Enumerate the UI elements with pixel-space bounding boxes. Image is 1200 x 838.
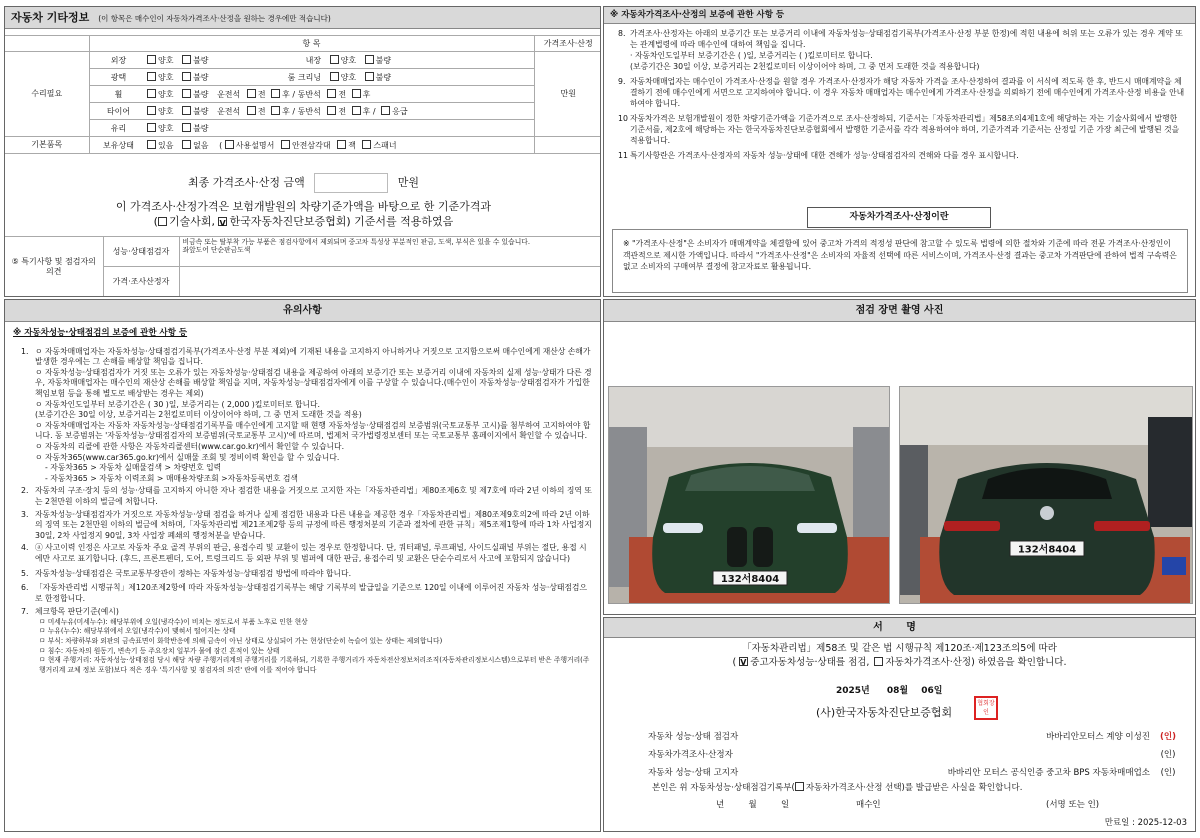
price-surveyor-label: 가격·조사산정자 [103, 267, 179, 297]
vehicle-other-info-panel [4, 6, 601, 297]
repair-table [5, 35, 601, 154]
checkbox-interior-good[interactable] [330, 55, 339, 64]
checkbox-exterior-good[interactable] [147, 55, 156, 64]
checkbox-basis-technical[interactable] [158, 217, 167, 226]
special-notes-table [5, 236, 601, 297]
col-item-header: 항 목 [89, 36, 534, 52]
front-car-illustration [609, 387, 890, 604]
buyer-receipt: 본인은 위 자동차성능·상태점검기록부( 자동차가격조사·산정 선택)를 발급받은 사실을 확인합니다. [652, 783, 1023, 793]
price-basis-text: 이 가격조사·산정가격은 보험개발원의 차량기준가액을 바탕으로 한 기준가격과 ( 기술사회, V한국자동차진단보증협회) 기준서를 적용하였음 [5, 199, 601, 229]
row-basic-items: 보유상태 있음 없음 ( 사용설명서 안전삼각대 잭 스패너 [89, 137, 534, 154]
row-glass: 유리 양호 불량 [89, 120, 534, 137]
checkbox-wheel-pass-front[interactable] [327, 89, 336, 98]
price-definition-title: 자동차가격조사·산정이란 [807, 207, 991, 228]
basic-items-label: 기본품목 [5, 137, 89, 154]
final-price-row [5, 173, 601, 193]
row-exterior: 외장 양호 불량 내장 양호 불량 [89, 52, 534, 69]
checkbox-triangle[interactable] [281, 140, 290, 149]
checkbox-clean-good[interactable] [330, 72, 339, 81]
checkbox-manual[interactable] [225, 140, 234, 149]
checkbox-used-car-inspection[interactable] [739, 657, 748, 666]
checkbox-wheel-good[interactable] [147, 89, 156, 98]
notes-header: 유의사항 [5, 300, 600, 322]
checkbox-receipt-price[interactable] [795, 782, 804, 791]
checkbox-wheel-pass-rear[interactable] [352, 89, 361, 98]
checkbox-wheel-driver-front[interactable] [247, 89, 256, 98]
expiry-date: 만료일 : 2025-12-03 [1104, 818, 1187, 829]
row-tire: 타이어 양호 불량 운전석 전 후 / 동반석 전 후 / 응급 [89, 103, 534, 120]
checkbox-glass-bad[interactable] [182, 123, 191, 132]
performance-notes: 비금속 또는 탈부착 가능 부품은 점검사항에서 제외되며 중고차 특성상 부분적인 판금, 도색, 부식은 있을 수 있습니다. [182, 238, 530, 246]
section-subtitle: (이 항목은 매수인이 자동차가격조사·산정을 원하는 경우에만 적습니다) [98, 14, 331, 23]
section-title: 자동차 기타정보 [11, 11, 90, 24]
col-price-header: 가격조사·산정 [534, 36, 601, 52]
checkbox-gloss-good[interactable] [147, 72, 156, 81]
signature-statement: 「자동차관리법」제58조 및 같은 법 시행규칙 제120조·제123조의5에 따라 ( V중고자동차성능·상태를 점검, 자동차가격조사·산정) 하였음을 확인합니다. [604, 642, 1195, 670]
checkbox-exterior-bad[interactable] [182, 55, 191, 64]
signer-row-inspector: 자동차 성능·상태 점검자 바바리안모터스 계양 이성진 (인) [648, 732, 1176, 742]
final-price-input[interactable] [314, 173, 388, 193]
checkbox-tire-pass-front[interactable] [327, 106, 336, 115]
performance-inspector-label: 성능·상태점검자 [103, 237, 179, 267]
checkbox-price-survey[interactable] [874, 657, 883, 666]
checkbox-tire-driver-rear[interactable] [271, 106, 280, 115]
checkbox-wheel-driver-rear[interactable] [271, 89, 280, 98]
checkbox-jack[interactable] [337, 140, 346, 149]
checkbox-tire-driver-front[interactable] [247, 106, 256, 115]
front-view-photo [608, 386, 890, 604]
notes-body: 1. ㅇ 자동차매매업자는 자동차성능·상태점검기록부(가격조사·산정 부분 제외)에 기재된 내용을 고지하지 아니하거나 거짓으로 고지함으로써 매수인에게 재산상 손해가 발생한 경우에는 그 손해를 배상할 책임을 집니다. ㅇ 자동차성능·상태점검자가 거짓 또는 오류가 있는 자동차성능·상태점검 내용을 제공하여 아래의 보증기간 또는 보증거리 이내에 자동차의 실제 성능·상태가 다른 경우, 자동차매매업자는 매수인의 재산상 손해를 배상할 책임을 지며, 자동차성능·상태점검자에게 이를 구상할 수 있습니다.(매수인이 자동차성능·상태점검자가 가입한 책임보험 등을 통해 별도로 배상받는 경우는 제외) ㅇ 자동차인도일부터 보증기간은 ( 30 )일, 보증거리는 ( 2,000 )킬로미터로 합니다. (보증기간은 30일 이상, 보증거리는 2천킬로미터 이상이어야 하며, 그 중 먼저 도래한 것을 적용) ㅇ 자동차매매업자는 자동차 자동차성능·상태점검기록부를 매수인에게 고지할 때 현행 자동차성능·상태점검의 보증범위(국토교통부 고시)를 첨부하여 고지하여야 합니다. 동 보증범위는 '자동차성능·상태점검자의 보증범위(국토교통부 고시)'에 따르며, 법제처 국가법령정보센터 또는 국토교통부 홈페이지에서 확인할 수 있습니다. ㅇ 자동차의 리콜에 관한 사항은 자동차리콜센터(www.car.go.kr)에서 확인할 수 있습니다. ㅇ 자동차365(www.car365.go.kr)에서 실매물 조회 및 정비이력 확인을 할 수 있습니다. - 자동차365 > 자동차 실매물검색 > 차량번호 입력 - 자동차365 > 자동차 이력조회 > 매매용차량조회 >자동차등록번호 검색 2. 자동차의 구조·장치 등의 성능·상태를 고지하지 아니한 자나 점검한 내용을 거짓으로 고지한 자는「자동차관리법」제80조제6호 및 제7호에 따라 2년 이하의 징역 또는 2천만원 이하의 벌금에 처합니다. 3. 자동차성능·상태점검자가 거짓으로 자동차성능·상태 점검을 하거나 실제 점검한 내용과 다른 내용을 제공한 경우「자동차관리법」제80조제9호의2에 따라 2년 이하의 징역 또는 2천만원 이하의 벌금에 처하며,「자동차관리법 제21조제2항 등의 규정에 따른 행정처분의 기준과 절차에 관한 규칙」제5조제1항에 따라 1차 사업정지 30일, 2차 사업정지 90일, 3차 사업장 폐쇄의 행정처분을 받습니다. 4. ⓐ 사고이력 인정은 사고로 자동차 주요 골격 부위의 판금, 용접수리 및 교환이 있는 경우로 한정합니다. 단, 쿼터패널, 루프패널, 사이드실패널 부위는 절단, 용접 시에만 사고로 표기합니다. (후드, 프론트펜더, 도어, 트렁크리드 등 외판 부위 및 범퍼에 대한 판금, 용접수리 및 교환은 단순수리로서 사고에 포함되지 않습니다) 5. 자동차성능·상태점검은 국토교통부장관이 정하는 자동차성능·상태점검 방법에 따라야 합니다. 6. 「자동차관리법 시행규칙」제120조제2항에 따라 자동차성능·상태점검기록부는 해당 기록부의 발급일을 기준으로 120일 이내에 이루어진 자동차 성능·상태점검으로 한정합니다. 7. 체크항목 판단기준(예시) ㅁ 미세누유(미세누수): 해당부위에 오일(냉각수)이 비치는 정도로서 부품 노후로 인한 현상 ㅁ 누유(누수): 해당부위에서 오일(냉각수)이 맺혀서 떨어지는 상태 ㅁ 부식: 차량하부와 외판의 금속표면이 화학반응에 의해 금속이 아닌 상태로 상실되어 가는 현상(단순히 녹슬어 있는 상태는 제외합니다) ㅁ 침수: 자동차의 원동기, 변속기 등 주요장치 일부가 물에 잠긴 흔적이 있는 상태 ㅁ 현재 주행거리: 자동차성능·상태점검 당시 해당 차량 주행거리계의 주행거리를 기록하되, 기록한 주행거리가 자동차전산정보처리조직(자동차관리정보시스템)으로부터 받은 주행거리(주행거리계 교체 정보 포함)보다 적은 경우 '특기사항 및 점검자의 의견' 란에 이를 적어야 합니다 [21, 346, 592, 674]
checkbox-owned-yes[interactable] [147, 140, 156, 149]
vehicle-other-info-header [5, 7, 600, 29]
checkbox-glass-good[interactable] [147, 123, 156, 132]
row-wheel: 휠 양호 불량 운전석 전 후 / 동반석 전 후 [89, 86, 534, 103]
signer-row-notifier: 자동차 성능·상태 고지자 바바리안 모터스 공식인증 중고차 BPS 자동차매매업소 (인) [648, 768, 1176, 778]
price-guarantee-body: 8. 가격조사·산정자는 아래의 보증기간 또는 보증거리 이내에 자동차성능·상태점검기록부(가격조사·산정 부분 한정)에 적힌 내용에 허위 또는 오류가 있는 경우 계약 또는 관계법령에 따라 매수인에 대하여 책임을 집니다. · 자동차인도일부터 보증기간은 ( )일, 보증거리는 ( )킬로미터로 합니다. (보증기간은 30일 이상, 보증거리는 2천킬로미터 이상이어야 하며, 그 중 먼저 도래한 것을 적용합니다) 9. 자동차매매업자는 매수인이 가격조사·산정을 원할 경우 가격조사·산정자가 해당 자동차 가격을 조사·산정하여 결과를 이 서식에 적도록 한 후, 반드시 매매계약을 체결하기 전에 매수인에게 서면으로 고지하여야 합니다. 이 경우 자동차 매매업자는 매수인에게 가격조사·산정을 의뢰하기 전에 매수인에게 가격조사·산정 비용을 안내하여야 합니다. 10 자동차가격은 보험개발원이 정한 차량기준가액을 기준가격으로 조사·산정하되, 기준서는「자동차관리법」제58조의4제1호에 해당하는 자는 기술사회에서 발행한 기준서를, 제2호에 해당하는 자는 한국자동차진단보증협회에서 발행한 기준서를 각각 적용하여야 하며, 기준가격과 기준서는 산정일 기준 가장 최근에 발행된 것을 적용합니다. 11 특기사항란은 가격조사·산정자의 자동차 성능·상태에 대한 견해가 성능·상태점검자의 견해와 다를 경우 표시합니다. [618, 29, 1185, 160]
checkbox-basis-kaida[interactable] [218, 217, 227, 226]
checkbox-clean-bad[interactable] [365, 72, 374, 81]
checkbox-tire-good[interactable] [147, 106, 156, 115]
buyer-row: 년 월 일 매수인 (서명 또는 인) [716, 800, 1100, 810]
checkbox-gloss-bad[interactable] [182, 72, 191, 81]
buyer-signature-field[interactable]: (서명 또는 인) [1046, 800, 1100, 810]
photos-panel [603, 299, 1196, 615]
signature-panel [603, 617, 1196, 832]
notes-subheader: ※ 자동차성능·상태점검의 보증에 관한 사항 등 [13, 328, 188, 338]
organization-seal: 협회장인 [974, 696, 998, 720]
signer-row-price-surveyor: 자동차가격조사·산정자 (인) [648, 750, 1176, 760]
checkbox-tire-emergency[interactable] [381, 106, 390, 115]
checkbox-wheel-bad[interactable] [182, 89, 191, 98]
performance-repair-note: 좌앞도어 단순판금도색 [182, 246, 251, 255]
issue-date: 2025년 08월 06일 [836, 686, 943, 696]
photos-header: 점검 장면 촬영 사진 [604, 300, 1195, 322]
row-gloss: 광택 양호 불량 룸 크리닝 양호 불량 [89, 69, 534, 86]
price-definition-box: ※ "가격조사·산정"은 소비자가 매매계약을 체결함에 있어 중고차 가격의 적정성 판단에 참고할 수 있도록 법령에 의한 절차와 기준에 따라 전문 가격조사·산정인이 객관적으로 제시한 가액입니다. 따라서 "가격조사·산정"은 소비자의 자율적 선택에 따른 서비스이며, 가격조사·산정 결과는 중고차 가격판단에 관하여 법적 구속력은 없고 소비자의 구매여부 결정에 참고자료로 활용됩니다. [612, 229, 1188, 293]
checkbox-tire-bad[interactable] [182, 106, 191, 115]
front-plate-text: 132서8404 [720, 574, 780, 585]
final-price-unit: 만원 [397, 176, 419, 189]
price-guarantee-header: ※ 자동차가격조사·산정의 보증에 관한 사항 등 [604, 7, 1195, 24]
rear-plate-text: 132서8404 [1017, 544, 1077, 556]
organization-name: (사)한국자동차진단보증협회 [816, 706, 953, 719]
notes-panel [4, 299, 601, 832]
final-price-label: 최종 가격조사·산정 금액 [187, 176, 305, 189]
checkbox-owned-no[interactable] [182, 140, 191, 149]
rear-view-photo [899, 386, 1193, 604]
rear-car-illustration [900, 387, 1193, 604]
checkbox-tire-pass-rear[interactable] [352, 106, 361, 115]
price-guarantee-panel [603, 6, 1196, 297]
special-notes-label: ⑤ 특기사항 및 점검자의 의견 [5, 237, 103, 297]
signer-rows [648, 728, 1178, 782]
checkbox-spanner[interactable] [362, 140, 371, 149]
price-unit: 만원 [534, 52, 601, 137]
repair-needed-label: 수리필요 [5, 52, 89, 137]
checkbox-interior-bad[interactable] [365, 55, 374, 64]
signature-header: 서 명 [604, 618, 1195, 638]
